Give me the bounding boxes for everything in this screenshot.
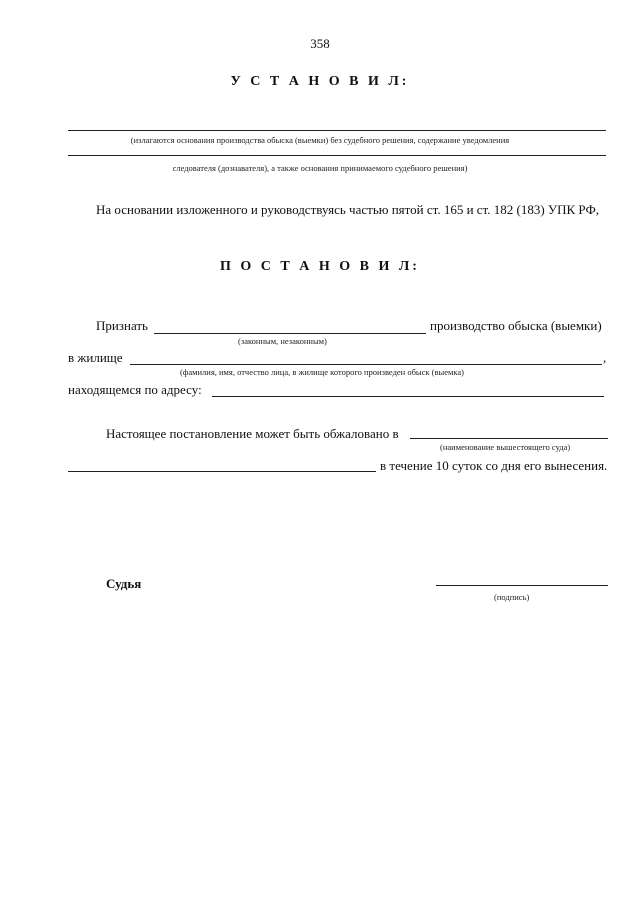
appeal-continuation-line — [68, 471, 376, 472]
hint-person: (фамилия, имя, отчество лица, в жилище которого произведен обыск (выемка) — [180, 367, 464, 377]
basis-text: На основании изложенного и руководствуясь частью пятой ст. 165 и ст. 182 (183) УПК РФ, — [96, 202, 599, 217]
heading-resolved: П О С Т А Н О В И Л: — [220, 259, 420, 274]
court-field-line — [410, 438, 608, 439]
dwelling-field-line — [130, 364, 602, 365]
hint-grounds-line1: (излагаются основания производства обыска (выемки) без судебного решения, содержание уведомления — [130, 135, 510, 145]
appeal-term: в течение 10 суток со дня его вынесения. — [380, 458, 608, 473]
dwelling-end: , — [603, 350, 607, 365]
hint-grounds-line2: следователя (дознавателя), а также основания принимаемого судебного решения) — [172, 163, 468, 173]
judge-label: Судья — [106, 576, 142, 591]
heading-established: У С Т А Н О В И Л: — [230, 74, 410, 89]
hint-court: (наименование вышестоящего суда) — [440, 442, 571, 452]
address-label: находящемся по адресу: — [68, 382, 202, 397]
dwelling-label: в жилище — [68, 350, 123, 365]
recognize-field-line — [154, 333, 426, 334]
recognize-label: Признать — [96, 318, 148, 333]
hint-lawful: (законным, незаконным) — [238, 336, 327, 346]
grounds-line-2 — [68, 155, 606, 156]
hint-signature: (подпись) — [494, 592, 530, 602]
address-field-line — [212, 396, 604, 397]
page-number: 358 — [310, 36, 330, 51]
signature-line — [436, 585, 608, 586]
recognize-suffix: производство обыска (выемки) — [430, 318, 602, 333]
appeal-text: Настоящее постановление может быть обжаловано в — [106, 426, 399, 441]
grounds-line-1 — [68, 130, 606, 131]
